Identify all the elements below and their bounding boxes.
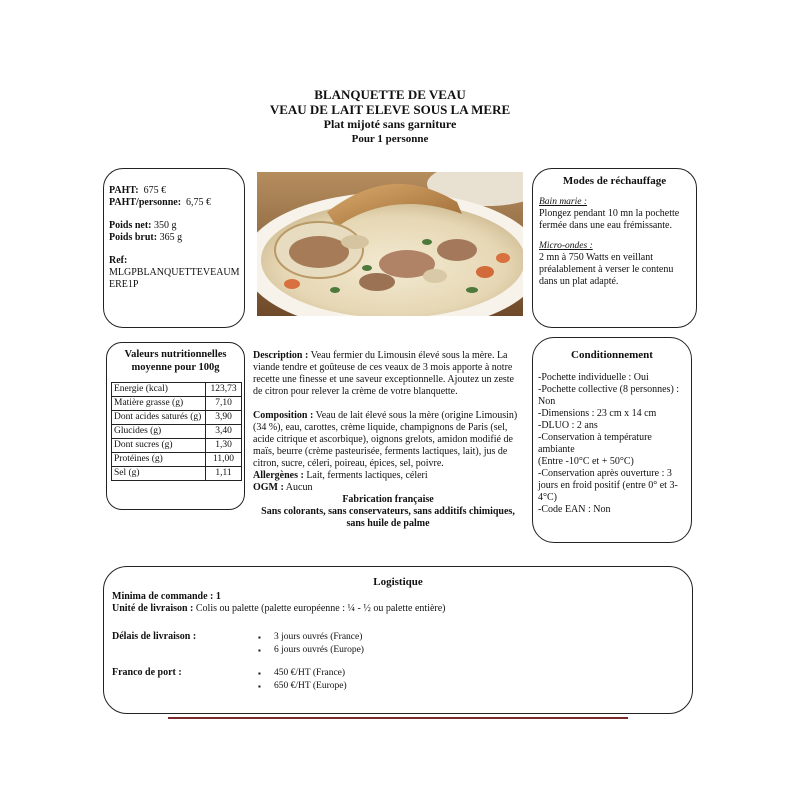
document-header [0, 87, 780, 146]
title-origin: VEAU DE LAIT ELEVE SOUS LA MERE [269, 102, 511, 117]
nutrient-label: Protéines (g) [112, 453, 206, 467]
nutrient-label: Sel (g) [112, 467, 206, 481]
description-label: Description : [253, 350, 309, 361]
bain-marie-text: Plongez pendant 10 mn la pochette fermée dans une eau frémissante. [539, 208, 680, 231]
conditioning-title: Conditionnement [571, 349, 653, 361]
nutrient-value: 3,90 [206, 411, 242, 425]
micro-ondes-text: 2 mn à 750 Watts en veillant préalablement à verser le contenu dans un plat adapté. [539, 252, 674, 287]
net-weight-value: 350 g [154, 220, 177, 231]
gross-weight-label: Poids brut: [109, 232, 158, 243]
delivery-unit-line [112, 603, 684, 615]
list-item: -Code EAN : Non [538, 504, 611, 515]
min-order-value: 1 [215, 591, 221, 602]
nutrition-table [111, 382, 242, 481]
nutrient-value: 11,00 [206, 453, 242, 467]
logistics-title: Logistique [373, 576, 423, 588]
ogm-line [253, 482, 523, 494]
list-item: ▪ 650 €/HT (Europe) [258, 680, 347, 693]
list-item: ▪ 6 jours ouvrés (Europe) [258, 644, 364, 657]
paht-value: 675 € [143, 185, 167, 196]
nutrient-value: 1,30 [206, 439, 242, 453]
title-subtitle: Plat mijoté sans garniture [323, 117, 457, 131]
reheat-box [532, 168, 697, 328]
paht-row [109, 185, 240, 197]
bain-marie-label: Bain marie : [539, 197, 588, 207]
table-row [112, 383, 242, 397]
title-portion: Pour 1 personne [351, 133, 429, 145]
delivery-unit-value: Colis ou palette (palette européenne : ¼ - ½ ou palette entière) [195, 603, 446, 614]
nutrient-label: Energie (kcal) [112, 383, 206, 397]
bottom-divider [168, 717, 628, 719]
allergens-label: Allergènes : [253, 470, 304, 481]
gross-weight-value: 365 g [159, 232, 183, 243]
ref-label-row [109, 255, 240, 267]
list-item: -Pochette individuelle : Oui [538, 372, 649, 383]
nutrient-value: 1,11 [206, 467, 242, 481]
net-weight-row [109, 220, 240, 232]
product-description [253, 350, 523, 530]
paht-person-value: 6,75 € [186, 197, 212, 208]
nutrient-label: Dont acides saturés (g) [112, 411, 206, 425]
franco-label: Franco de port : [112, 667, 182, 678]
micro-ondes-label: Micro-ondes : [539, 241, 593, 251]
conditioning-box [532, 337, 692, 543]
nutrition-box [106, 342, 245, 510]
list-item: ▪ 3 jours ouvrés (France) [258, 631, 364, 644]
logistics-box [103, 566, 693, 714]
list-item: (Entre -10°C et + 50°C) [538, 456, 634, 467]
composition-text: Veau de lait élevé sous la mère (origine Limousin) (34 %), eau, carottes, crème liquide, champignons de Paris (sel, acide citrique et ascorbique), oignons grelots, amidon modifié de maïs, beurre (crème pasteurisée, ferments lactiques, lait), jus de citron, sucre, céleri, poireau, épices, sel, poivre. [253, 410, 518, 469]
reheat-title: Modes de réchauffage [562, 175, 667, 187]
composition-label: Composition : [253, 410, 314, 421]
table-row [112, 425, 242, 439]
no-additives-claim: Sans colorants, sans conservateurs, sans additifs chimiques, sans huile de palme [261, 506, 515, 529]
nutrient-value: 7,10 [206, 397, 242, 411]
ogm-label: OGM : [253, 482, 284, 493]
delivery-delay-list [258, 631, 364, 657]
list-item: -DLUO : 2 ans [538, 420, 598, 431]
franco-list [258, 667, 347, 693]
list-item: -Dimensions : 23 cm x 14 cm [538, 408, 657, 419]
nutrient-value: 123,73 [206, 383, 242, 397]
franco-row [112, 667, 684, 693]
nutrient-value: 3,40 [206, 425, 242, 439]
net-weight-label: Poids net: [109, 220, 152, 231]
composition-paragraph [253, 410, 523, 470]
paht-label: PAHT: [109, 185, 139, 196]
ogm-text: Aucun [285, 482, 313, 493]
min-order-label: Minima de commande : [112, 591, 214, 602]
paht-person-row [109, 197, 240, 209]
nutrient-label: Matière grasse (g) [112, 397, 206, 411]
nutrient-label: Glucides (g) [112, 425, 206, 439]
conditioning-list [538, 372, 686, 516]
table-row [112, 453, 242, 467]
blanquette-image [257, 172, 523, 316]
table-row [112, 439, 242, 453]
description-paragraph [253, 350, 523, 398]
table-row [112, 467, 242, 481]
product-photo [257, 172, 523, 316]
allergens-text: Lait, ferments lactiques, céleri [306, 470, 428, 481]
delivery-unit-label: Unité de livraison : [112, 603, 194, 614]
min-order-line [112, 591, 684, 603]
delivery-delay-row [112, 631, 684, 657]
table-row [112, 397, 242, 411]
title-product: BLANQUETTE DE VEAU [314, 87, 466, 102]
paht-person-label: PAHT/personne: [109, 197, 182, 208]
ref-value: MLGPBLANQUETTEVEAUMERE1P [109, 267, 240, 290]
description-text: Veau fermier du Limousin élevé sous la mère. La viande tendre et goûteuse de ces veaux de 3 mois apporte à notre recette une finesse et une saveur exceptionnelle. Ajoutez un zeste de citron pour relever la crème de votre blanquette. [253, 350, 514, 397]
ref-label: Ref: [109, 255, 128, 266]
price-box [103, 168, 245, 328]
nutrient-label: Dont sucres (g) [112, 439, 206, 453]
nutrition-title: Valeurs nutritionnelles moyenne pour 100g [124, 349, 227, 373]
table-row [112, 411, 242, 425]
made-in-france: Fabrication française [342, 494, 434, 505]
list-item: ▪ 450 €/HT (France) [258, 667, 347, 680]
allergens-line [253, 470, 523, 482]
list-item: -Pochette collective (8 personnes) : Non [538, 384, 680, 407]
list-item: -Conservation à température ambiante [538, 432, 652, 455]
gross-weight-row [109, 232, 240, 244]
list-item: -Conservation après ouverture : 3 jours en froid positif (entre 0° et 3-4°C) [538, 468, 678, 503]
delivery-delay-label: Délais de livraison : [112, 631, 197, 642]
